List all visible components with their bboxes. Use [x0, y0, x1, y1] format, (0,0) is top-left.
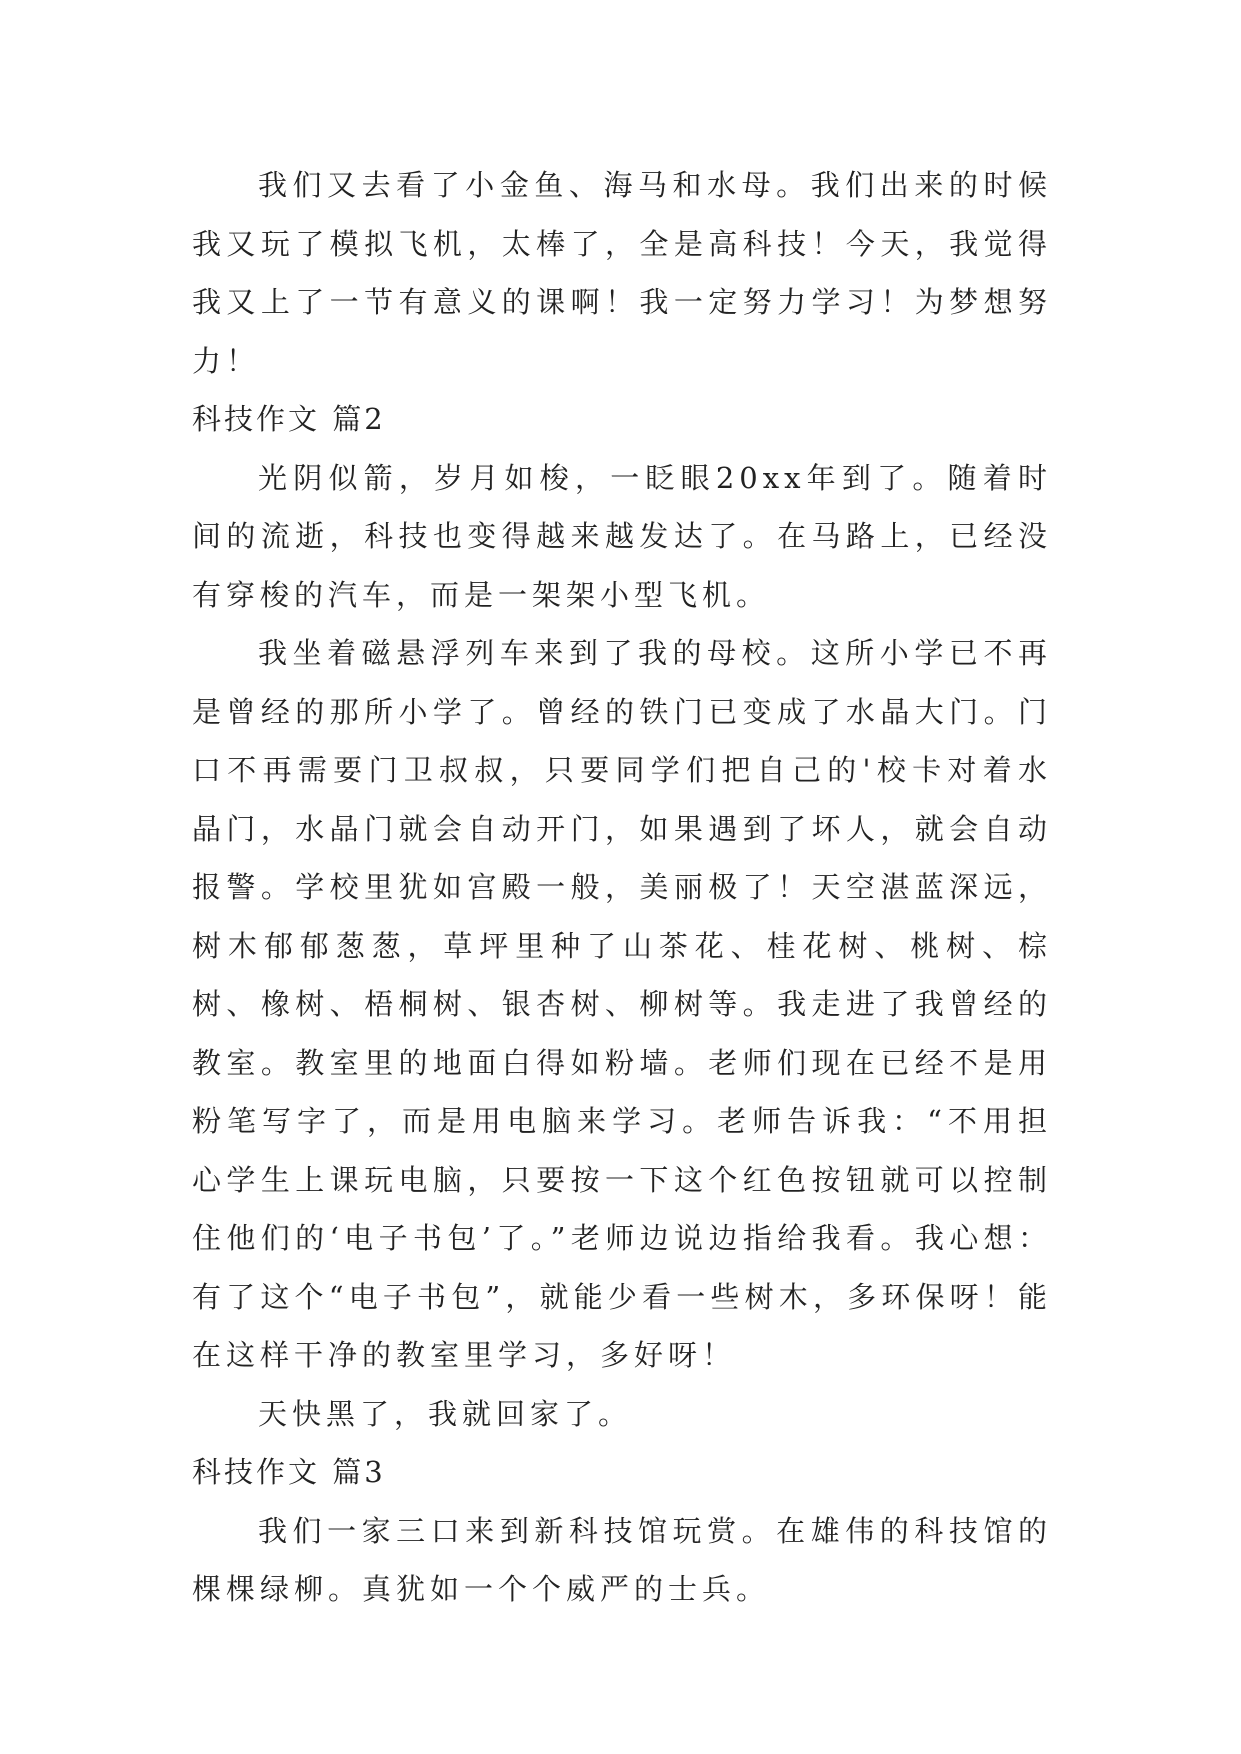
document-body: [192, 156, 1052, 1619]
section-heading: 科技作文 篇3: [192, 1455, 386, 1489]
paragraph: 我坐着磁悬浮列车来到了我的母校。这所小学已不再是曾经的那所小学了。曾经的铁门已变成了水晶大门。门口不再需要门卫叔叔，只要同学们把自己的'校卡对着水晶门，水晶门就会自动开门，如果遇到了坏人，就会自动报警。学校里犹如宫殿一般，美丽极了！天空湛蓝深远，树木郁郁葱葱，草坪里种了山茶花、桂花树、桃树、棕树、橡树、梧桐树、银杏树、柳树等。我走进了我曾经的教室。教室里的地面白得如粉墙。老师们现在已经不是用粉笔写字了，而是用电脑来学习。老师告诉我：“不用担心学生上课玩电脑，只要按一下这个红色按钮就可以控制住他们的‘电子书包’了。”老师边说边指给我看。我心想：有了这个“电子书包”，就能少看一些树木，多环保呀！能在这样干净的教室里学习，多好呀！: [192, 636, 1052, 1372]
paragraph: 天快黑了，我就回家了。: [258, 1396, 633, 1431]
section-heading: 科技作文 篇2: [192, 402, 386, 436]
paragraph: 我们又去看了小金鱼、海马和水母。我们出来的时候我又玩了模拟飞机，太棒了，全是高科技！今天，我觉得我又上了一节有意义的课啊！我一定努力学习！为梦想努力！: [192, 168, 1052, 378]
paragraph: 我们一家三口来到新科技馆玩赏。在雄伟的科技馆的棵棵绿柳。真犹如一个个威严的士兵。: [192, 1513, 1052, 1606]
paragraph: 光阴似箭，岁月如梭，一眨眼20xx年到了。随着时间的流逝，科技也变得越来越发达了。在马路上，已经没有穿梭的汽车，而是一架架小型飞机。: [192, 460, 1052, 612]
